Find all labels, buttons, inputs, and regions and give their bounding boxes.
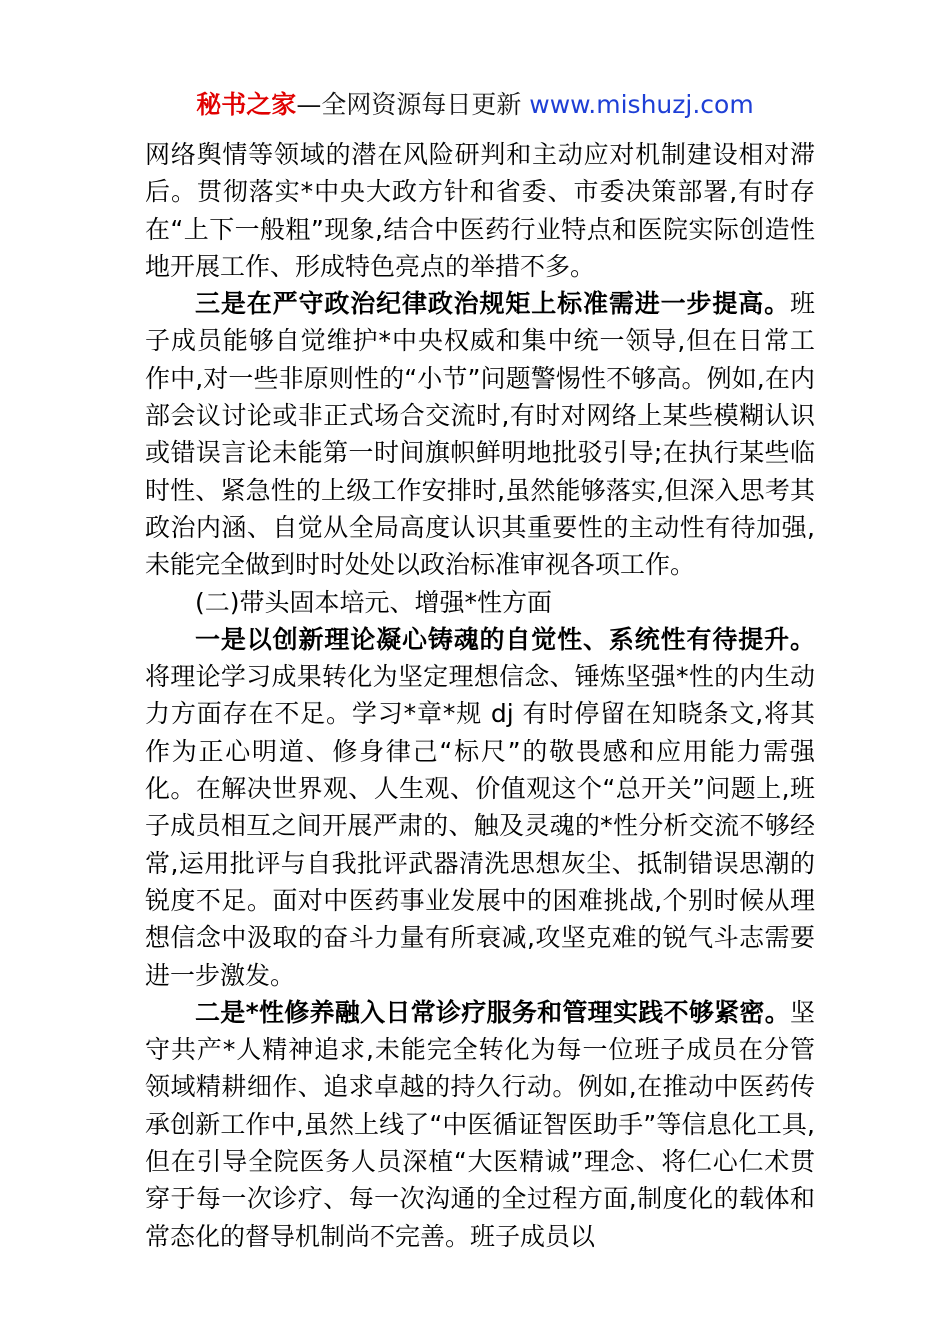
site-url-link[interactable]: www.mishuzj.com [529,90,754,119]
site-brand: 秘书之家 [196,90,297,119]
site-tagline: —全网资源每日更新 [296,90,530,119]
paragraph-text: 将理论学习成果转化为坚定理想信念、锤炼坚强*性的内生动力方面存在不足。学习*章*规 dj 有时停留在知晓条文,将其作为正心明道、修身律己“标尺”的敬畏感和应用能力需强化。在解决世界观、人生观、价值观这个“总开关”问题上,班子成员相互之间开展严肃的、触及灵魂的*性分析交流不够经常,运用批评与自我批评武器清洗思想灰尘、抵制错误思潮的锐度不足。面对中医药事业发展中的困难挑战,个别时候从理想信念中汲取的奋斗力量有所衰减,攻坚克难的锐气斗志需要进一步激发。 [145,662,815,990]
paragraph-heading: 三是在严守政治纪律政治规矩上标准需进一步提高。 [195,289,790,319]
paragraph-5 [145,994,815,1255]
paragraph-text: 班子成员能够自觉维护*中央权威和集中统一领导,但在日常工作中,对一些非原则性的“小节”问题警惕性不够高。例如,在内部会议讨论或非正式场合交流时,有时对网络上某些模糊认识或错误言论未能第一时间旗帜鲜明地批驳引导;在执行某些临时性、紧急性的上级工作安排时,虽然能够落实,但深入思考其政治内涵、自觉从全局高度认识其重要性的主动性有待加强,未能完全做到时时处处以政治标准审视各项工作。 [145,289,815,580]
paragraph-text: 坚守共产*人精神追求,未能完全转化为每一位班子成员在分管领域精耕细作、追求卓越的持久行动。例如,在推动中医药传承创新工作中,虽然上线了“中医循证智医助手”等信息化工具,但在引导全院医务人员深植“大医精诚”理念、将仁心仁术贯穿于每一次诊疗、每一次沟通的全过程方面,制度化的载体和常态化的督导机制尚不完善。班子成员以 [145,997,815,1251]
paragraph-text: 网络舆情等领域的潜在风险研判和主动应对机制建设相对滞后。贯彻落实*中央大政方针和省委、市委决策部署,有时存在“上下一般粗”现象,结合中医药行业特点和医院实际创造性地开展工作、形成特色亮点的举措不多。 [145,140,815,281]
section-heading-text: (二)带头固本培元、增强*性方面 [195,587,553,617]
paragraph-2 [145,285,815,583]
paragraph-4 [145,621,815,994]
paragraph-heading: 一是以创新理论凝心铸魂的自觉性、系统性有待提升。 [195,624,815,654]
document-body [145,136,815,1255]
page-header [0,88,950,122]
paragraph-1 [145,136,815,285]
paragraph-heading: 二是*性修养融入日常诊疗服务和管理实践不够紧密。 [195,997,790,1027]
section-heading [145,584,815,621]
